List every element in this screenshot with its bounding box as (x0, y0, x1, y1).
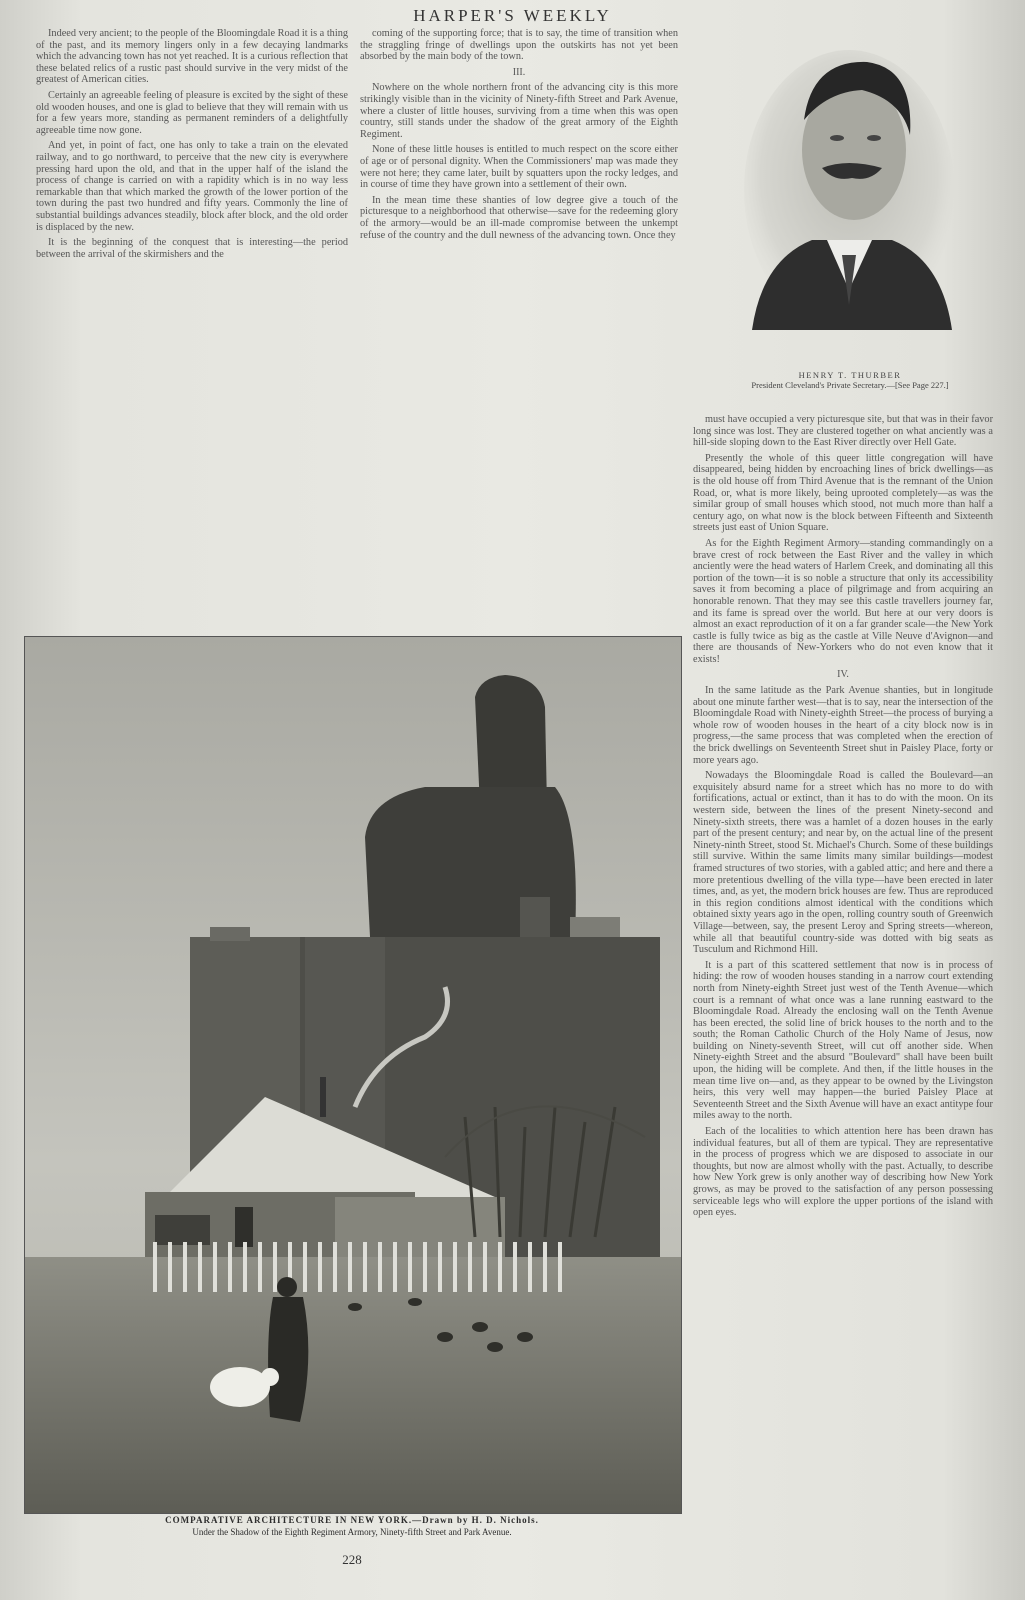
paragraph: In the same latitude as the Park Avenue shanties, but in longitude about one minute farther west—that is to say, near the intersection of the Bloomingdale Road with Ninety-eighth Street—the process of burying a whole row of wooden houses in the heart of a city block now is in progress,—the same process that was completed when the erection of the brick dwellings on Seventeenth Street shut in Paisley Place, forty or more years ago. (693, 685, 993, 766)
paragraph: must have occupied a very picturesque site, but that was in their favor long since was lost. They are clustered together on what anciently was a hill-side sloping down to the East River directly over Hell Gate. (693, 414, 993, 449)
masthead: HARPER'S WEEKLY (413, 6, 612, 25)
paragraph: It is a part of this scattered settlement that now is in process of hiding: the row of wooden houses standing in a narrow court extending north from Ninety-eighth Street just west of the Tenth Avenue—which court is a remnant of what once was a lane running eastward to the Bloomingdale Road. Already the enclosing wall on the Tenth Avenue has been erected, the solid line of brick houses to the north and to the south; the Roman Catholic Church of the Holy Name of Jesus, now building on Ninety-seventh Street, will cut off another side. When Ninety-eighth Street and the absurd "Boulevard" shall have been built upon, the hiding will be complete. And then, if the little houses in the mean time live on—and, as they appear to be owned by the Livingston heirs, this very well may happen—the buried Paisley Place at Seventeenth Street and the Sixth Avenue will have an exact antitype four miles away to the north. (693, 959, 993, 1122)
article-column-2 (360, 28, 678, 618)
section-number: IV. (837, 669, 849, 681)
page-number: 228 (342, 1552, 362, 1567)
paragraph: Each of the localities to which attention here has been drawn has individual features, but all of them are typical. They are representative in the process of progress which we are disposed to associate in our thoughts, but now are almost wholly with the past. Actually, to describe how New York grew is only another way of describing how New York grows, as may be proved to the satisfaction of any person possessing serviceable legs who will explore the upper portions of the island with open eyes. (693, 1126, 993, 1219)
paragraph: Presently the whole of this queer little congregation will have disappeared, being hidden by encroaching lines of brick dwellings—as is the old house off from Third Avenue that is the remnant of the Union Road, or, what is more likely, being uprooted completely—as was the similar group of small houses which stood, not much more than half a century ago, on what now is the block between Fifteenth and Sixteenth streets just east of Union Square. (693, 452, 993, 534)
portrait-subcaption: President Cleveland's Private Secretary.—[See Page 227.] (751, 380, 949, 390)
portrait-engraving (742, 40, 956, 330)
armory-illustration (24, 636, 682, 1514)
portrait-name: HENRY T. THURBER (798, 370, 902, 380)
paragraph: coming of the supporting force; that is to say, the time of transition when the straggling fringe of dwellings upon the outskirts has not yet been absorbed by the main body of the town. (360, 28, 678, 63)
paragraph: Certainly an agreeable feeling of pleasure is excited by the sight of these old wooden houses, and one is glad to believe that they will remain with us for a few years more, standing as permanent reminders of a delightfully agreeable time now gone. (36, 89, 348, 136)
paragraph: In the mean time these shanties of low degree give a touch of the picturesque to a neighborhood that otherwise—save for the redeeming glory of the armory—would be an ill-made compromise between the unkempt refuse of the country and the dull newness of the advancing town. Once they (360, 194, 678, 241)
illustration-subtitle: Under the Shadow of the Eighth Regiment Armory, Ninety-fifth Street and Park Avenue. (192, 1527, 512, 1537)
section-number: III. (512, 66, 526, 78)
paragraph: None of these little houses is entitled to much respect on the score either of age or of personal dignity. When the Commissioners' map was made they were not here; they came later, built by squatters upon the rocky ledges, and in course of time they have grown into a settlement of their own. (360, 144, 678, 191)
illustration-title: COMPARATIVE ARCHITECTURE IN NEW YORK.—Drawn by H. D. Nichols. (165, 1515, 539, 1525)
illustration-caption (24, 1514, 680, 1538)
paragraph: As for the Eighth Regiment Armory—standing commandingly on a brave crest of rock between the East River and the valley in which anciently were the head waters of Harlem Creek, and dominating all this portion of the town—it is so noble a structure that only its accessibility saves it from becoming a place of pilgrimage and from acquiring an honorable renown. That they may see this castle travellers journey far, and its fame is spread over the world. But here at our very doors is almost an exact reproduction of it on a far grander scale—the New York castle is fully twice as big as the castle at Ville Neuve d'Avignon—and there are thousands of New-Yorkers who do not even know that it exists! (693, 537, 993, 665)
article-column-3 (693, 414, 993, 1589)
paragraph: Nowadays the Bloomingdale Road is called the Boulevard—an exquisitely absurd name for a street which has no more to do with fortifications, actual or extinct, than it has to do with the moon. On its western side, between the lines of the present Ninety-second and Ninety-sixth streets, there was a hamlet of a dozen houses in the early part of the present century; and near by, on the actual line of the present Ninety-ninth Street, stood St. Michael's Church. Some of these buildings still survive. Within the same limits many similar buildings—modest framed structures of two stories, with a gabled attic; and here and there a more pretentious dwelling of the villa type—have been erected in later times, and, as yet, the modern brick houses are few. Thus are reproduced in this region conditions almost identical with the conditions which obtained sixty years ago in the open, rolling country south of Greenwich Village—between, say, the present Leroy and Spring streets—whereon, while all that beautiful country-side was dotted with big seats as Tusculum and Richmond Hill. (693, 770, 993, 956)
paragraph: It is the beginning of the conquest that is interesting—the period between the arrival of the skirmishers and the (36, 237, 348, 260)
paragraph: And yet, in point of fact, one has only to take a train on the elevated railway, and to go northward, to perceive that the new city is everywhere pressing hard upon the old, and that in the upper half of the island the process of change is carried on with a rapidity which is in no way less remarkable than that which marked the growth of the lower portion of the town during the past two hundred and fifty years. Commonly the line of substantial buildings advances steadily, block after block, and the old order is displaced by the new. (36, 140, 348, 233)
paragraph: Nowhere on the whole northern front of the advancing city is this more strikingly visible than in the vicinity of Ninety-fifth Street and Park Avenue, where a cluster of little houses, surviving from a time when this was open country, still stands under the shadow of the great armory of the Eighth Regiment. (360, 82, 678, 140)
portrait-caption (700, 370, 1000, 390)
article-column-1 (36, 28, 348, 618)
paragraph: Indeed very ancient; to the people of the Bloomingdale Road it is a thing of the past, and its memory lingers only in a few decaying landmarks which the advancing town has not yet reached. It is a curious reflection that these belated relics of a rustic past should survive in the very midst of the greatest of American cities. (36, 28, 348, 86)
